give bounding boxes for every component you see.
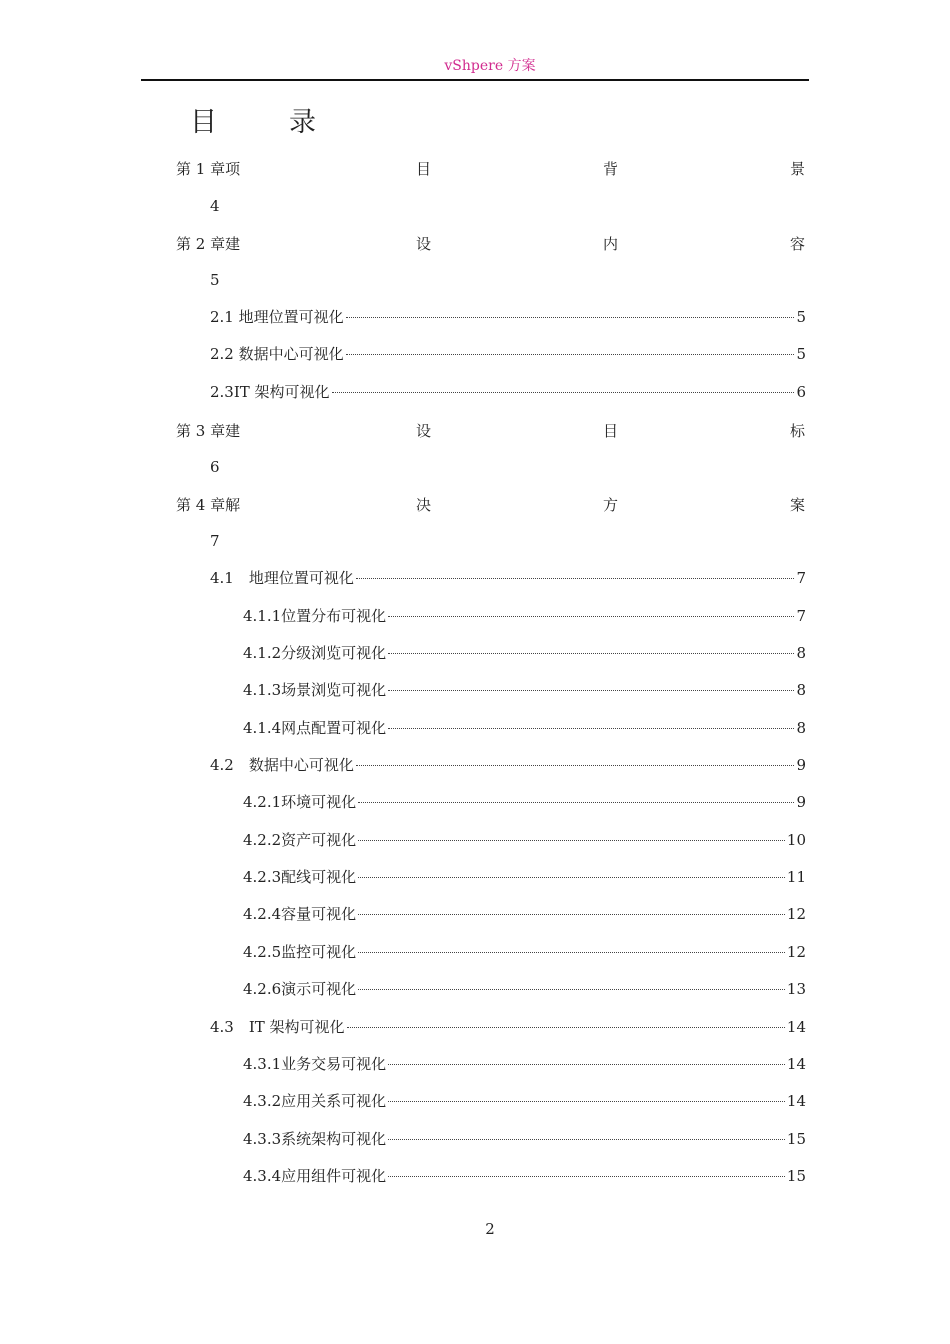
toc-chapter-4-page: [0, 530, 950, 552]
toc-entry-text: 4.3 IT 架构可视化: [210, 1018, 345, 1036]
toc-entry-text: 2.2 数据中心可视化: [210, 345, 344, 363]
toc-entry[interactable]: [0, 1053, 950, 1075]
toc-entry-page: 15: [786, 1167, 806, 1185]
toc-entry-text: 4.3.2应用关系可视化: [243, 1092, 387, 1110]
dot-leader: [388, 728, 794, 729]
toc-entry[interactable]: [0, 754, 950, 776]
dot-leader: [332, 392, 795, 393]
dot-leader: [388, 1176, 785, 1177]
chapter-word: 目: [603, 422, 619, 440]
dot-leader: [388, 1064, 785, 1065]
chapter-page-number: 7: [210, 532, 220, 550]
dot-leader: [346, 354, 795, 355]
toc-chapter-1[interactable]: [0, 158, 950, 180]
toc-entry-page: 10: [786, 831, 806, 849]
toc-entry-page: 8: [796, 681, 806, 699]
chapter-label: 第 1 章项: [176, 160, 241, 178]
toc-entry[interactable]: [0, 791, 950, 813]
toc-entry-page: 5: [796, 308, 806, 326]
toc-entry-page: 12: [786, 905, 806, 923]
toc-entry[interactable]: [0, 381, 950, 403]
toc-entry-page: 9: [796, 793, 806, 811]
toc-entry[interactable]: [0, 679, 950, 701]
dot-leader: [358, 952, 785, 953]
toc-entry-text: 4.1 地理位置可视化: [210, 569, 354, 587]
dot-leader: [388, 1101, 785, 1102]
dot-leader: [358, 914, 785, 915]
toc-entry-text: 4.3.1业务交易可视化: [243, 1055, 387, 1073]
toc-chapter-1-page: [0, 195, 950, 217]
chapter-word: 景: [790, 160, 806, 178]
chapter-label: 第 3 章建: [176, 422, 241, 440]
toc-entry-text: 2.3IT 架构可视化: [210, 383, 330, 401]
toc-entry-page: 12: [786, 943, 806, 961]
toc-title-char-1: 目: [190, 107, 217, 138]
page-number: 2: [485, 1220, 495, 1238]
toc-entry-text: 4.2.4容量可视化: [243, 905, 357, 923]
chapter-word: 案: [790, 496, 806, 514]
dot-leader: [358, 877, 785, 878]
chapter-page-number: 6: [210, 458, 220, 476]
toc-entry-text: 4.1.1位置分布可视化: [243, 607, 387, 625]
toc-entry-text: 4.2.2资产可视化: [243, 831, 357, 849]
dot-leader: [347, 1027, 785, 1028]
dot-leader: [346, 317, 795, 318]
toc-chapter-4[interactable]: [0, 494, 950, 516]
dot-leader: [356, 578, 795, 579]
chapter-word: 目: [416, 160, 432, 178]
toc-entry-text: 4.3.4应用组件可视化: [243, 1167, 387, 1185]
toc-entry[interactable]: [0, 306, 950, 328]
toc-entry[interactable]: [0, 941, 950, 963]
toc-entry-text: 2.1 地理位置可视化: [210, 308, 344, 326]
dot-leader: [388, 690, 794, 691]
chapter-word: 背: [603, 160, 619, 178]
chapter-word: 容: [790, 235, 806, 253]
toc-entry-page: 15: [786, 1130, 806, 1148]
toc-entry-page: 8: [796, 719, 806, 737]
toc-entry[interactable]: [0, 567, 950, 589]
chapter-word: 标: [790, 422, 806, 440]
toc-entry[interactable]: [0, 903, 950, 925]
chapter-word: 决: [416, 496, 432, 514]
dot-leader: [388, 616, 794, 617]
toc-entry-text: 4.1.2分级浏览可视化: [243, 644, 387, 662]
chapter-label: 第 2 章建: [176, 235, 241, 253]
toc-entry-text: 4.1.3场景浏览可视化: [243, 681, 387, 699]
toc-entry[interactable]: [0, 978, 950, 1000]
header-rule: [141, 79, 809, 81]
toc-entry-page: 8: [796, 644, 806, 662]
toc-entry[interactable]: [0, 866, 950, 888]
toc-entry-page: 9: [796, 756, 806, 774]
toc-entry-page: 14: [786, 1092, 806, 1110]
toc-entry-page: 6: [796, 383, 806, 401]
chapter-page-number: 4: [210, 197, 220, 215]
toc-entry-page: 11: [786, 868, 806, 886]
toc-entry-text: 4.2.3配线可视化: [243, 868, 357, 886]
chapter-word: 内: [603, 235, 619, 253]
dot-leader: [388, 1139, 785, 1140]
toc-title: [190, 100, 316, 139]
toc-entry-text: 4.2.5监控可视化: [243, 943, 357, 961]
toc-entry-text: 4.2.6演示可视化: [243, 980, 357, 998]
toc-title-char-2: 录: [289, 107, 316, 138]
dot-leader: [358, 802, 794, 803]
toc-entry[interactable]: [0, 605, 950, 627]
toc-chapter-3[interactable]: [0, 420, 950, 442]
toc-entry-page: 13: [786, 980, 806, 998]
toc-entry[interactable]: [0, 1128, 950, 1150]
toc-chapter-2-page: [0, 269, 950, 291]
dot-leader: [358, 840, 785, 841]
toc-entry[interactable]: [0, 717, 950, 739]
toc-chapter-3-page: [0, 456, 950, 478]
toc-entry-page: 7: [796, 569, 806, 587]
toc-entry-text: 4.1.4网点配置可视化: [243, 719, 387, 737]
toc-entry-text: 4.2 数据中心可视化: [210, 756, 354, 774]
dot-leader: [356, 765, 795, 766]
chapter-label: 第 4 章解: [176, 496, 241, 514]
chapter-word: 设: [416, 235, 432, 253]
dot-leader: [388, 653, 794, 654]
chapter-word: 方: [603, 496, 619, 514]
toc-entry-page: 14: [786, 1055, 806, 1073]
toc-entry-page: 5: [796, 345, 806, 363]
running-header: vShpere 方案: [444, 58, 536, 74]
chapter-word: 设: [416, 422, 432, 440]
toc-entry-page: 14: [786, 1018, 806, 1036]
toc-entry-text: 4.3.3系统架构可视化: [243, 1130, 387, 1148]
dot-leader: [358, 989, 785, 990]
chapter-page-number: 5: [210, 271, 220, 289]
toc-entry[interactable]: [0, 1090, 950, 1112]
toc-entry-text: 4.2.1环境可视化: [243, 793, 357, 811]
toc-chapter-2[interactable]: [0, 233, 950, 255]
toc-entry[interactable]: [0, 343, 950, 365]
toc-entry[interactable]: [0, 829, 950, 851]
toc-entry[interactable]: [0, 642, 950, 664]
toc-entry[interactable]: [0, 1016, 950, 1038]
toc-entry[interactable]: [0, 1165, 950, 1187]
toc-entry-page: 7: [796, 607, 806, 625]
